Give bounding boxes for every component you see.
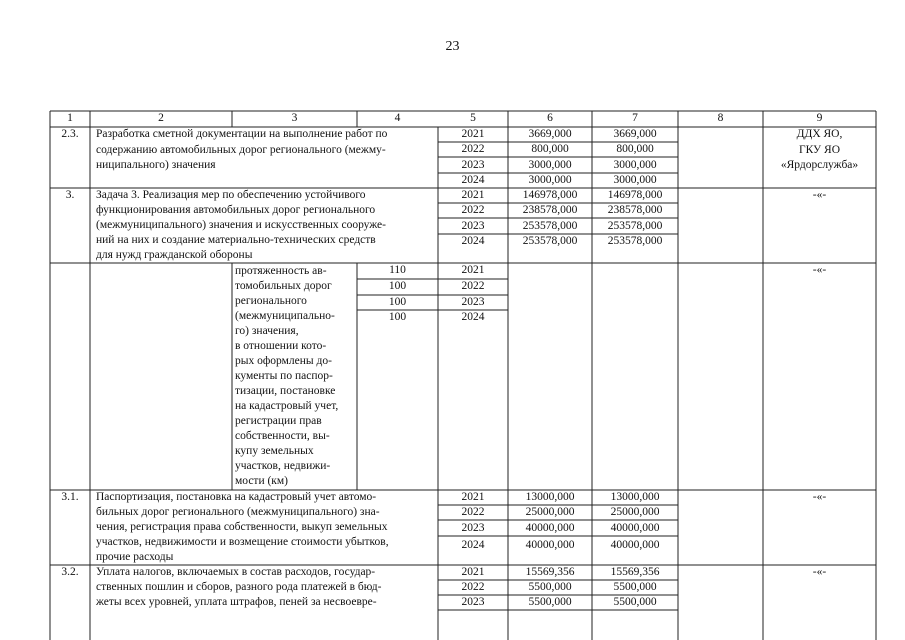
row-text-line: (межмуниципального) значения и искусственных сооруже- — [96, 219, 386, 231]
year-cell: 2023 — [461, 219, 485, 232]
header-col-4: 4 — [394, 112, 401, 124]
header-col-5: 5 — [470, 112, 476, 124]
row-text-line: участков, недвижимости и возмещение стоимости убытков, — [96, 536, 389, 548]
indicator-line: купу земельных — [235, 445, 314, 457]
indicator-line: рых оформлены до- — [235, 355, 332, 367]
indicator-line: регионального — [235, 295, 307, 307]
row-text-line: Паспортизация, постановка на кадастровый учет автомо- — [96, 491, 377, 503]
amount-cell: 5500,000 — [528, 596, 572, 608]
row-text-line: ний на них и создание материально-технических средств — [96, 234, 376, 246]
indicator-line: мости (км) — [235, 475, 288, 487]
indicator-line: на кадастровый учет, — [235, 400, 339, 412]
indicator-line: регистрации прав — [235, 415, 322, 427]
indicator-value: 100 — [388, 295, 407, 308]
indicator-line: собственности, вы- — [235, 430, 330, 442]
amount-cell: 15569,356 — [610, 566, 660, 578]
header-col-2: 2 — [158, 112, 164, 124]
year-cell: 2022 — [461, 143, 485, 155]
responsible-line: ГКУ ЯО — [798, 143, 841, 156]
row-text-line: бильных дорог регионального (межмуниципального) зна- — [96, 506, 380, 518]
header-col-3: 3 — [291, 112, 298, 124]
indicator-value: 100 — [388, 280, 407, 292]
row-text-line: ственных пошлин и сборов, разного рода платежей в бюд- — [96, 581, 382, 593]
indicator-value: 110 — [389, 264, 406, 276]
row-text-line: чения, регистрация права собственности, выкуп земельных — [96, 521, 388, 533]
amount-cell: 253578,000 — [522, 235, 578, 247]
responsible-ditto: -«- — [812, 491, 827, 503]
amount-cell: 253578,000 — [522, 219, 578, 232]
responsible-ditto: -«- — [812, 566, 827, 578]
header-col-7: 7 — [632, 112, 638, 124]
row-text-line: функционирования автомобильных дорог регионального — [96, 204, 376, 216]
indicator-line: кументы по паспор- — [235, 370, 333, 382]
year-cell: 2021 — [461, 491, 485, 503]
row-text-line: содержанию автомобильных дорог регионального (межму- — [96, 143, 386, 156]
responsible-ditto: -«- — [812, 189, 827, 201]
amount-cell: 3000,000 — [613, 174, 657, 186]
year-cell: 2021 — [461, 128, 485, 140]
amount-cell: 3669,000 — [528, 128, 572, 140]
row-text-line: ниципального) значения — [96, 159, 216, 171]
row-text-line: прочие расходы — [96, 551, 174, 563]
amount-cell: 15569,356 — [525, 566, 575, 578]
amount-cell: 3669,000 — [613, 128, 657, 140]
amount-cell: 146978,000 — [607, 189, 663, 201]
amount-cell: 146978,000 — [522, 189, 578, 201]
row-number: 3. — [65, 189, 75, 201]
row-text-line: жеты всех уровней, уплата штрафов, пеней за несвоевре- — [96, 596, 377, 608]
amount-cell: 25000,000 — [610, 506, 660, 518]
year-cell: 2022 — [461, 581, 485, 593]
responsible-line: «Ярдорслужба» — [780, 159, 859, 171]
row-number: 3.2. — [61, 566, 79, 578]
responsible-ditto: -«- — [812, 264, 827, 276]
year-cell: 2022 — [461, 204, 485, 216]
indicator-line: (межмуниципально- — [235, 310, 335, 322]
indicator-line: участков, недвижи- — [235, 460, 331, 472]
amount-cell: 3000,000 — [613, 158, 657, 171]
amount-cell: 3000,000 — [528, 158, 572, 171]
row-text-line: для нужд гражданской обороны — [96, 249, 253, 261]
year-cell: 2021 — [461, 264, 485, 276]
amount-cell: 800,000 — [616, 143, 654, 155]
year-cell: 2022 — [461, 506, 485, 518]
amount-cell: 238578,000 — [522, 204, 578, 216]
indicator-value: 100 — [388, 311, 407, 323]
year-cell: 2023 — [461, 521, 485, 534]
page-number: 23 — [445, 39, 460, 54]
amount-cell: 13000,000 — [525, 491, 575, 503]
header-col-6: 6 — [547, 112, 553, 124]
amount-cell: 238578,000 — [607, 204, 663, 216]
indicator-line: протяженность ав- — [235, 265, 327, 277]
amount-cell: 253578,000 — [607, 235, 663, 247]
year-cell: 2021 — [461, 189, 485, 201]
row-number: 2.3. — [61, 128, 79, 140]
amount-cell: 25000,000 — [525, 506, 575, 518]
amount-cell: 800,000 — [531, 143, 569, 155]
indicator-line: го) значения, — [235, 325, 299, 337]
amount-cell: 40000,000 — [610, 539, 660, 551]
row-text-line: Разработка сметной документации на выполнение работ по — [96, 128, 388, 140]
indicator-line: в отношении кото- — [235, 340, 327, 352]
amount-cell: 5500,000 — [613, 596, 657, 608]
indicator-line: тизации, постановке — [235, 385, 336, 397]
amount-cell: 3000,000 — [528, 174, 572, 186]
row-text-line: Уплата налогов, включаемых в состав расходов, государ- — [96, 566, 376, 578]
year-cell: 2024 — [461, 311, 485, 323]
year-cell: 2022 — [461, 280, 485, 292]
responsible-line: ДДХ ЯО, — [796, 128, 843, 140]
amount-cell: 5500,000 — [613, 581, 657, 593]
header-col-8: 8 — [717, 112, 724, 124]
amount-cell: 40000,000 — [610, 521, 660, 534]
row-text-line: Задача 3. Реализация мер по обеспечению устойчивого — [96, 189, 366, 201]
year-cell: 2024 — [461, 235, 485, 247]
year-cell: 2023 — [461, 295, 485, 308]
amount-cell: 40000,000 — [525, 539, 575, 551]
year-cell: 2021 — [461, 566, 485, 578]
amount-cell: 253578,000 — [607, 219, 663, 232]
year-cell: 2023 — [461, 158, 485, 171]
amount-cell: 5500,000 — [528, 581, 572, 593]
amount-cell: 13000,000 — [610, 491, 660, 503]
indicator-line: томобильных дорог — [235, 280, 332, 292]
row-number: 3.1. — [61, 491, 79, 503]
header-col-1: 1 — [67, 112, 73, 124]
year-cell: 2024 — [461, 174, 485, 186]
year-cell: 2023 — [461, 596, 485, 608]
header-col-9: 9 — [816, 112, 823, 124]
amount-cell: 40000,000 — [525, 521, 575, 534]
year-cell: 2024 — [461, 539, 485, 551]
